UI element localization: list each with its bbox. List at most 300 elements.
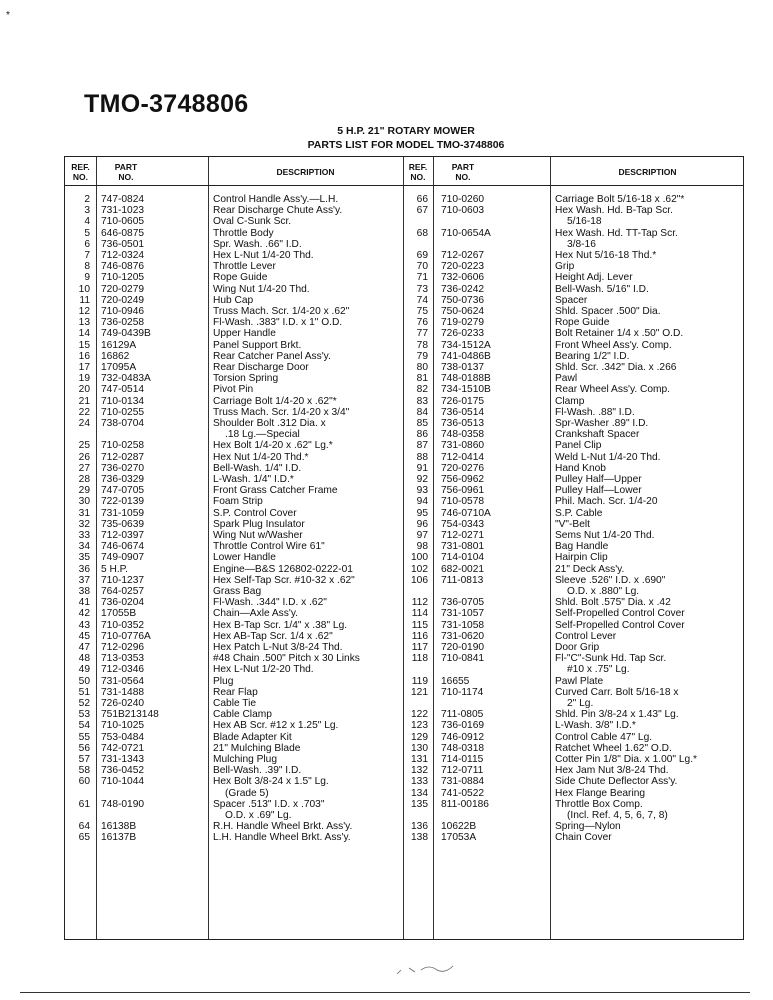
table-row xyxy=(65,541,743,552)
table-row xyxy=(65,418,743,429)
part-no-cell: 16655 xyxy=(441,675,470,687)
ref-no-cell: 30 xyxy=(78,496,90,508)
part-no-cell: 748-0188B xyxy=(441,373,491,385)
part-no-cell: 731-0884 xyxy=(441,776,485,788)
description-cell: Hex Self-Tap Scr. #10-32 x .62" xyxy=(213,574,355,586)
ref-no-cell: 135 xyxy=(411,798,428,810)
ref-no-cell: 48 xyxy=(78,653,90,665)
part-no-cell: 17053A xyxy=(441,832,477,844)
part-no-cell: 16138B xyxy=(101,821,137,833)
description-cell: Shld. Scr. .342" Dia. x .266 xyxy=(555,362,677,373)
part-no-cell: 731-1488 xyxy=(101,686,145,698)
description-cell: Plug xyxy=(213,675,234,687)
part-no-cell: 710-0654A xyxy=(441,227,491,239)
part-no-cell: 746-0674 xyxy=(101,541,145,553)
table-row xyxy=(65,407,743,418)
description-cell: Spr-Washer .89" I.D. xyxy=(555,418,649,429)
description-cell: Hex Flange Bearing xyxy=(555,787,646,799)
part-no-cell: 710-0776A xyxy=(101,630,151,642)
description-cell: Engine—B&S 126802-0222-01 xyxy=(213,563,353,575)
description-cell: Bag Handle xyxy=(555,541,609,553)
ref-no-cell: 43 xyxy=(78,619,90,631)
ref-no-cell: 66 xyxy=(416,194,428,205)
description-cell: Rope Guide xyxy=(555,317,610,329)
ref-no-cell: 12 xyxy=(78,306,90,317)
part-no-cell: 750-0736 xyxy=(441,294,485,306)
ref-no-cell: 96 xyxy=(416,518,428,530)
ref-no-cell: 24 xyxy=(78,418,90,429)
description-cell: Rear Discharge Chute Ass'y. xyxy=(213,205,343,217)
ref-no-cell: 100 xyxy=(411,552,428,564)
description-cell: Fl-Wash. .383" I.D. x 1" O.D. xyxy=(213,317,343,329)
ref-no-cell: 6 xyxy=(84,238,90,250)
description-cell: Torsion Spring xyxy=(213,373,279,385)
ref-no-cell: 79 xyxy=(416,350,428,362)
part-no-cell: 731-0801 xyxy=(441,541,485,553)
table-row xyxy=(65,272,743,283)
ref-no-cell: 36 xyxy=(78,563,90,575)
description-cell: Pawl Plate xyxy=(555,675,604,687)
description-cell: Upper Handle xyxy=(213,328,276,340)
table-row xyxy=(65,351,743,362)
part-no-cell: 16129A xyxy=(101,339,137,351)
ref-no-cell: 65 xyxy=(78,832,90,844)
ref-no-cell: 77 xyxy=(416,328,428,340)
ref-no-cell: 45 xyxy=(78,630,90,642)
part-no-cell: 811-00186 xyxy=(441,798,489,810)
part-no-cell: 5 H.P. xyxy=(101,563,128,575)
corner-mark: * xyxy=(6,10,10,21)
ref-no-cell: 122 xyxy=(411,709,428,721)
part-no-cell: 720-0223 xyxy=(441,261,485,273)
part-no-cell: 736-0242 xyxy=(441,283,485,295)
ref-no-cell: 17 xyxy=(78,362,90,373)
description-cell: Carriage Bolt 1/4-20 x .62"* xyxy=(213,395,337,407)
description-cell: Hex Wash. Hd. TT-Tap Scr. xyxy=(555,227,678,239)
part-no-cell: 731-0564 xyxy=(101,675,145,687)
description-cell: Shld. Spacer .500" Dia. xyxy=(555,306,661,317)
table-row xyxy=(65,608,743,619)
description-cell: Ratchet Wheel 1.62" O.D. xyxy=(555,742,672,754)
ref-no-cell: 38 xyxy=(78,586,90,597)
description-cell: Control Lever xyxy=(555,630,617,642)
ref-no-cell: 74 xyxy=(416,294,428,306)
ref-no-cell: 50 xyxy=(78,675,90,687)
table-row xyxy=(65,653,743,664)
part-no-cell: 646-0875 xyxy=(101,227,145,239)
description-cell: Hex B-Tap Scr. 1/4" x .38" Lg. xyxy=(213,619,348,631)
part-no-cell: 712-0271 xyxy=(441,530,485,541)
description-cell: Fl-Wash. .344" I.D. x .62" xyxy=(213,597,327,609)
description-cell: Fl-"C"-Sunk Hd. Tap Scr. xyxy=(555,653,667,665)
ref-no-cell: 114 xyxy=(411,608,428,620)
description-cell: O.D. x .880" Lg. xyxy=(567,586,640,597)
part-no-cell: 736-0258 xyxy=(101,317,145,329)
table-row xyxy=(65,373,743,384)
ref-no-cell: 87 xyxy=(416,440,428,452)
ref-no-cell: 78 xyxy=(416,339,428,351)
part-no-cell: 736-0452 xyxy=(101,765,145,777)
header-rule xyxy=(65,185,743,186)
part-no-cell: 710-0255 xyxy=(101,406,145,418)
table-row xyxy=(65,306,743,317)
ref-no-cell: 81 xyxy=(416,373,428,385)
description-cell: Cotter Pin 1/8" Dia. x 1.00" Lg.* xyxy=(555,754,698,765)
table-row xyxy=(65,250,743,261)
table-row xyxy=(65,586,743,597)
description-cell: Throttle Box Comp. xyxy=(555,798,643,810)
ref-no-cell: 68 xyxy=(416,227,428,239)
table-row xyxy=(65,810,743,821)
part-no-cell: 731-0620 xyxy=(441,630,485,642)
part-no-cell: 710-0258 xyxy=(101,440,145,452)
part-no-cell: 741-0486B xyxy=(441,350,491,362)
ref-no-cell: 69 xyxy=(416,250,428,261)
table-row xyxy=(65,832,743,843)
part-no-cell: 749-0439B xyxy=(101,328,151,340)
description-cell: S.P. Cable xyxy=(555,507,603,519)
part-no-cell: 720-0249 xyxy=(101,294,145,306)
ref-no-cell: 26 xyxy=(78,451,90,463)
description-cell: Panel Support Brkt. xyxy=(213,339,302,351)
ref-no-cell: 121 xyxy=(411,686,428,698)
document-subtitle: 5 H.P. 21" ROTARY MOWER xyxy=(337,125,475,137)
description-cell: Rear Discharge Door xyxy=(213,362,309,373)
ref-no-cell: 2 xyxy=(84,194,90,205)
part-no-cell: 731-1059 xyxy=(101,507,145,519)
ref-no-cell: 10 xyxy=(78,283,90,295)
ref-no-cell: 97 xyxy=(416,530,428,541)
table-row xyxy=(65,676,743,687)
ref-no-cell: 34 xyxy=(78,541,90,553)
ref-no-cell: 53 xyxy=(78,709,90,721)
description-cell: Shoulder Bolt .312 Dia. x xyxy=(213,418,326,429)
table-row xyxy=(65,317,743,328)
table-row xyxy=(65,228,743,239)
ref-no-cell: 123 xyxy=(411,720,428,732)
part-no-cell: 714-0104 xyxy=(441,552,485,564)
table-row xyxy=(65,720,743,731)
ref-no-cell: 4 xyxy=(84,216,90,228)
part-no-cell: 736-0705 xyxy=(441,597,485,609)
description-cell: Hex AB Scr. #12 x 1.25" Lg. xyxy=(213,720,339,732)
description-cell: Carriage Bolt 5/16-18 x .62"* xyxy=(555,194,685,205)
table-row xyxy=(65,284,743,295)
description-cell: Hex Nut 1/4-20 Thd.* xyxy=(213,451,309,463)
part-no-cell: 710-1025 xyxy=(101,720,145,732)
ref-no-cell: 67 xyxy=(416,205,428,217)
description-cell: Front Wheel Ass'y. Comp. xyxy=(555,339,672,351)
description-cell: Bolt Retainer 1/4 x .50" O.D. xyxy=(555,328,684,340)
ref-no-cell: 84 xyxy=(416,406,428,418)
table-row xyxy=(65,295,743,306)
part-no-cell: 712-0324 xyxy=(101,250,145,261)
part-no-cell: 732-0606 xyxy=(441,272,485,284)
ref-no-cell: 130 xyxy=(411,742,428,754)
part-no-cell: 754-0343 xyxy=(441,518,485,530)
description-cell: Hairpin Clip xyxy=(555,552,608,564)
description-cell: Front Grass Catcher Frame xyxy=(213,485,338,497)
description-cell: Cable Tie xyxy=(213,698,257,709)
part-no-cell: 738-0704 xyxy=(101,418,145,429)
part-no-cell: 712-0267 xyxy=(441,250,485,261)
description-cell: #10 x .75" Lg. xyxy=(567,664,630,676)
part-no-cell: 746-0912 xyxy=(441,731,485,743)
header-description: DESCRIPTION xyxy=(618,166,677,177)
part-no-cell: 710-1205 xyxy=(101,272,145,284)
ref-no-cell: 14 xyxy=(78,328,90,340)
description-cell: R.H. Handle Wheel Brkt. Ass'y. xyxy=(213,821,353,833)
part-no-cell: 731-0860 xyxy=(441,440,485,452)
description-cell: Spr. Wash. .66" I.D. xyxy=(213,238,302,250)
ref-no-cell: 98 xyxy=(416,541,428,553)
part-no-cell: 710-0352 xyxy=(101,619,145,631)
part-no-cell: 711-0813 xyxy=(441,574,484,586)
description-cell: Crankshaft Spacer xyxy=(555,429,640,441)
table-row xyxy=(65,452,743,463)
table-row xyxy=(65,328,743,339)
table-row xyxy=(65,698,743,709)
description-cell: Chain Cover xyxy=(555,832,612,844)
description-cell: Hex Wash. Hd. B-Tap Scr. xyxy=(555,205,673,217)
header-part-no: PART NO. xyxy=(451,161,475,182)
table-row xyxy=(65,429,743,440)
table-row xyxy=(65,552,743,563)
ref-no-cell: 11 xyxy=(79,294,90,306)
description-cell: 3/8-16 xyxy=(567,238,596,250)
part-no-cell: 746-0710A xyxy=(441,507,491,519)
header-ref-no: REF. NO. xyxy=(408,161,428,182)
part-no-cell: 726-0175 xyxy=(441,395,485,407)
part-no-cell: 750-0624 xyxy=(441,306,485,317)
part-no-cell: 747-0824 xyxy=(101,194,145,205)
part-no-cell: 747-0705 xyxy=(101,485,145,497)
part-no-cell: 710-0578 xyxy=(441,496,485,508)
part-no-cell: 710-0605 xyxy=(101,216,145,228)
description-cell: Hub Cap xyxy=(213,294,254,306)
model-heading: TMO-3748806 xyxy=(84,90,249,118)
document-title: PARTS LIST FOR MODEL TMO-3748806 xyxy=(307,139,505,151)
ref-no-cell: 82 xyxy=(416,384,428,396)
ref-no-cell: 106 xyxy=(411,574,428,586)
description-cell: Hex Bolt 1/4-20 x .62" Lg.* xyxy=(213,440,333,452)
ref-no-cell: 117 xyxy=(411,642,428,653)
table-row xyxy=(65,205,743,216)
part-no-cell: 710-1237 xyxy=(101,574,145,586)
table-row xyxy=(65,239,743,250)
description-cell: L-Wash. 1/4" I.D.* xyxy=(213,474,294,485)
part-no-cell: 714-0115 xyxy=(441,754,484,765)
ref-no-cell: 16 xyxy=(78,350,90,362)
part-no-cell: 712-0414 xyxy=(441,451,485,463)
description-cell: Spring—Nylon xyxy=(555,821,621,833)
table-row xyxy=(65,440,743,451)
description-cell: Wing Nut w/Washer xyxy=(213,530,303,541)
ref-no-cell: 93 xyxy=(416,485,428,497)
part-no-cell: 710-0841 xyxy=(441,653,485,665)
ref-no-cell: 55 xyxy=(78,731,90,743)
description-cell: Spacer xyxy=(555,294,588,306)
description-cell: Oval C-Sunk Scr. xyxy=(213,216,292,228)
ref-no-cell: 35 xyxy=(78,552,90,564)
part-no-cell: 710-1174 xyxy=(441,686,484,698)
table-row xyxy=(65,642,743,653)
description-cell: Wing Nut 1/4-20 Thd. xyxy=(213,283,310,295)
parts-table xyxy=(64,156,744,940)
description-cell: Throttle Lever xyxy=(213,261,276,273)
ref-no-cell: 91 xyxy=(416,462,428,474)
part-no-cell: 16137B xyxy=(101,832,137,844)
part-no-cell: 710-0134 xyxy=(101,395,145,407)
part-no-cell: 710-0260 xyxy=(441,194,485,205)
description-cell: O.D. x .69" Lg. xyxy=(225,810,292,821)
table-row xyxy=(65,732,743,743)
part-no-cell: 720-0276 xyxy=(441,462,485,474)
part-no-cell: 726-0240 xyxy=(101,698,145,709)
table-row xyxy=(65,709,743,720)
footer-rule xyxy=(20,992,750,993)
description-cell: "V"-Belt xyxy=(555,518,590,530)
ref-no-cell: 112 xyxy=(411,597,428,609)
description-cell: Lower Handle xyxy=(213,552,276,564)
ref-no-cell: 8 xyxy=(84,261,90,273)
part-no-cell: 713-0353 xyxy=(101,653,145,665)
description-cell: Pawl xyxy=(555,373,578,385)
part-no-cell: 710-0603 xyxy=(441,205,485,217)
part-no-cell: 710-0946 xyxy=(101,306,145,317)
table-row xyxy=(65,384,743,395)
description-cell: (Grade 5) xyxy=(225,787,269,799)
table-row xyxy=(65,743,743,754)
part-no-cell: 731-1057 xyxy=(441,608,485,620)
description-cell: Chain—Axle Ass'y. xyxy=(213,608,298,620)
ref-no-cell: 37 xyxy=(78,574,90,586)
part-no-cell: 736-0329 xyxy=(101,474,145,485)
part-no-cell: 736-0169 xyxy=(441,720,485,732)
ref-no-cell: 52 xyxy=(78,698,90,709)
ref-no-cell: 22 xyxy=(78,406,90,418)
table-row xyxy=(65,788,743,799)
part-no-cell: 742-0721 xyxy=(101,742,145,754)
ref-no-cell: 132 xyxy=(411,765,428,777)
description-cell: Rear Catcher Panel Ass'y. xyxy=(213,350,331,362)
part-no-cell: 712-0397 xyxy=(101,530,145,541)
description-cell: Cable Clamp xyxy=(213,709,272,721)
description-cell: Side Chute Deflector Ass'y. xyxy=(555,776,678,788)
ref-no-cell: 131 xyxy=(411,754,428,765)
table-row xyxy=(65,508,743,519)
ref-no-cell: 41 xyxy=(78,597,90,609)
table-row xyxy=(65,396,743,407)
table-row xyxy=(65,664,743,675)
ref-no-cell: 58 xyxy=(78,765,90,777)
ref-no-cell: 115 xyxy=(411,619,428,631)
part-no-cell: 722-0139 xyxy=(101,496,145,508)
part-no-cell: 734-1510B xyxy=(441,384,491,396)
part-no-cell: 735-0639 xyxy=(101,518,145,530)
description-cell: Hex AB-Tap Scr. 1/4 x .62" xyxy=(213,630,333,642)
ref-no-cell: 47 xyxy=(78,642,90,653)
description-cell: Fl-Wash. .88" I.D. xyxy=(555,406,635,418)
description-cell: Hex L-Nut 1/4-20 Thd. xyxy=(213,250,314,261)
description-cell: Throttle Body xyxy=(213,227,274,239)
description-cell: 5/16-18 xyxy=(567,216,602,228)
part-no-cell: 731-1023 xyxy=(101,205,145,217)
ref-no-cell: 71 xyxy=(416,272,428,284)
part-no-cell: 712-0346 xyxy=(101,664,145,676)
ref-no-cell: 60 xyxy=(78,776,90,788)
ref-no-cell: 129 xyxy=(411,731,428,743)
description-cell: Sleeve .526" I.D. x .690" xyxy=(555,574,666,586)
part-no-cell: 736-0204 xyxy=(101,597,145,609)
table-row xyxy=(65,216,743,227)
description-cell: #48 Chain .500" Pitch x 30 Links xyxy=(213,653,360,665)
part-no-cell: 17095A xyxy=(101,362,137,373)
ref-no-cell: 27 xyxy=(78,462,90,474)
part-no-cell: 748-0318 xyxy=(441,742,485,754)
ref-no-cell: 76 xyxy=(416,317,428,329)
ref-no-cell: 57 xyxy=(78,754,90,765)
ref-no-cell: 86 xyxy=(416,429,428,441)
description-cell: 21" Mulching Blade xyxy=(213,742,301,754)
description-cell: Foam Strip xyxy=(213,496,263,508)
ref-no-cell: 21 xyxy=(78,395,90,407)
part-no-cell: 712-0287 xyxy=(101,451,145,463)
part-no-cell: 682-0021 xyxy=(441,563,485,575)
description-cell: Bell-Wash. .39" I.D. xyxy=(213,765,302,777)
ref-no-cell: 88 xyxy=(416,451,428,463)
description-cell: Height Adj. Lever xyxy=(555,272,633,284)
ref-no-cell: 25 xyxy=(78,440,90,452)
part-no-cell: 712-0296 xyxy=(101,642,145,653)
ref-no-cell: 19 xyxy=(78,373,90,385)
description-cell: Truss Mach. Scr. 1/4-20 x 3/4" xyxy=(213,406,350,418)
description-cell: Shld. Pin 3/8-24 x 1.43" Lg. xyxy=(555,709,679,721)
ref-no-cell: 15 xyxy=(78,339,90,351)
description-cell: (Incl. Ref. 4, 5, 6, 7, 8) xyxy=(567,810,668,821)
handwritten-mark xyxy=(395,958,485,978)
description-cell: Self-Propelled Control Cover xyxy=(555,608,685,620)
part-no-cell: 16862 xyxy=(101,350,130,362)
ref-no-cell: 20 xyxy=(78,384,90,396)
table-row xyxy=(65,597,743,608)
part-no-cell: 741-0522 xyxy=(441,787,485,799)
part-no-cell: 753-0484 xyxy=(101,731,145,743)
description-cell: Hex L-Nut 1/2-20 Thd. xyxy=(213,664,314,676)
description-cell: Weld L-Nut 1/4-20 Thd. xyxy=(555,451,661,463)
ref-no-cell: 28 xyxy=(78,474,90,485)
part-no-cell: 719-0279 xyxy=(441,317,485,329)
table-row xyxy=(65,496,743,507)
ref-no-cell: 5 xyxy=(84,227,90,239)
ref-no-cell: 73 xyxy=(416,283,428,295)
ref-no-cell: 136 xyxy=(411,821,428,833)
description-cell: .18 Lg.—Special xyxy=(225,429,300,441)
ref-no-cell: 75 xyxy=(416,306,428,317)
table-row xyxy=(65,620,743,631)
description-cell: Hex Patch L-Nut 3/8-24 Thd. xyxy=(213,642,343,653)
ref-no-cell: 94 xyxy=(416,496,428,508)
description-cell: Rear Flap xyxy=(213,686,258,698)
part-no-cell: 731-1343 xyxy=(101,754,145,765)
description-cell: Spark Plug Insulator xyxy=(213,518,305,530)
description-cell: 2" Lg. xyxy=(567,698,594,709)
ref-no-cell: 80 xyxy=(416,362,428,373)
description-cell: Curved Carr. Bolt 5/16-18 x xyxy=(555,686,679,698)
description-cell: Grass Bag xyxy=(213,586,262,597)
part-no-cell: 726-0233 xyxy=(441,328,485,340)
ref-no-cell: 31 xyxy=(78,507,90,519)
